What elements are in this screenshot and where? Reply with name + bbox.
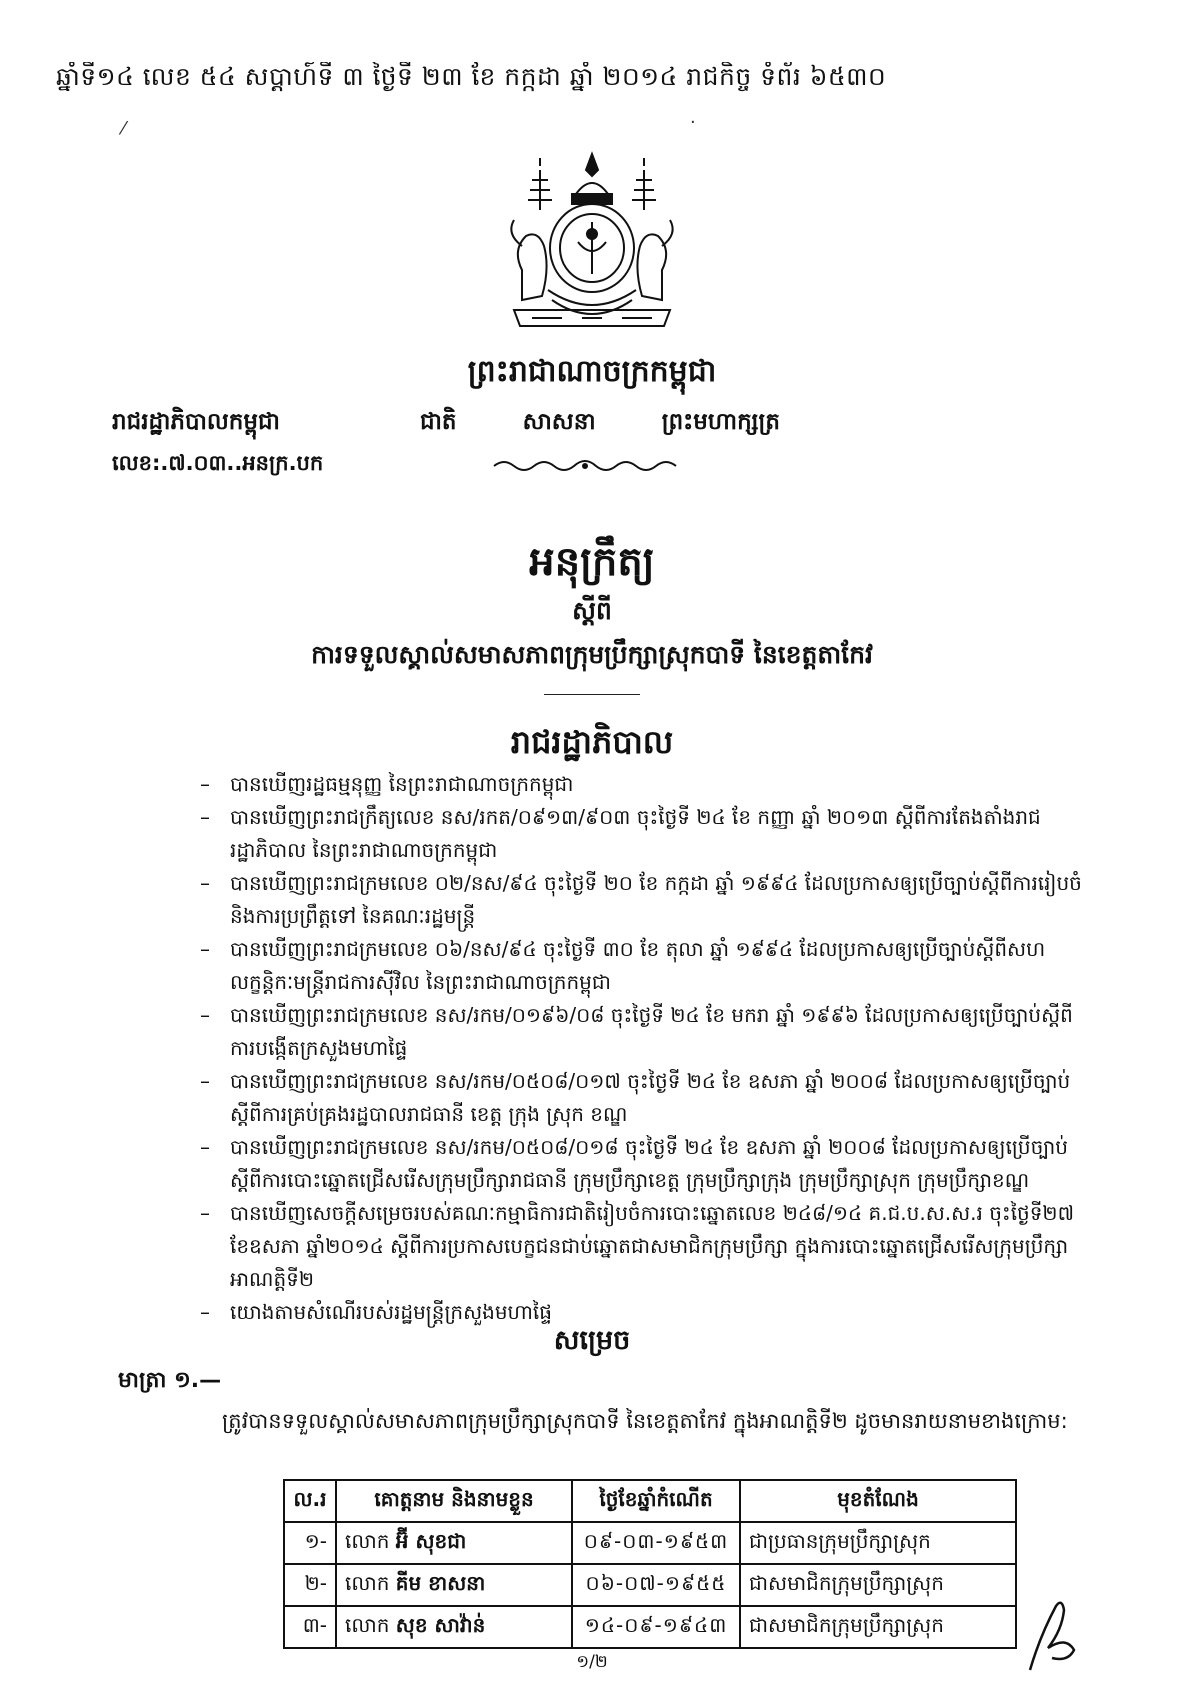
cell-dob: ០៩-០៣-១៩៥៣ (572, 1522, 740, 1564)
page-number: ១/២ (576, 1652, 608, 1672)
cell-name (336, 1564, 572, 1606)
motto-nation: ជាតិ (420, 409, 457, 435)
column-header-position: មុខតំណែង (740, 1480, 1016, 1522)
column-header-name: គោត្តនាម និងនាមខ្លួន (336, 1480, 572, 1522)
table-header-row (284, 1480, 1016, 1522)
consideration-item: – បានឃើញសេចក្តីសម្រេចរបស់គណៈកម្មាធិការជាតិរៀបចំការបោះឆ្នោតលេខ ២៤៨/១៤ គ.ជ.ប.ស.ស.រ ចុះថ្ងៃទី២៧ ខែឧសភា ឆ្នាំ២០១៤ ស្តីពីការប្រកាសបេក្ខជនជាប់ឆ្នោតជាសមាជិកក្រុមប្រឹក្សា ក្នុងការបោះឆ្នោតជ្រើសរើសក្រុមប្រឹក្សា អាណត្តិទី២ (200, 1197, 1090, 1296)
cell-position: ជាសមាជិកក្រុមប្រឹក្សាស្រុក (740, 1564, 1016, 1606)
government-name: រាជរដ្ឋាភិបាលកម្ពុជា (112, 409, 280, 435)
column-header-dob: ថ្ងៃខែឆ្នាំកំណើត (572, 1480, 740, 1522)
cell-number: ២- (284, 1564, 336, 1606)
title-divider (544, 694, 640, 695)
considerations-list (200, 768, 1090, 1329)
signature-icon (1022, 1596, 1082, 1674)
member-name: សុខ សាវ៉ាន់ (395, 1613, 486, 1637)
motto-king: ព្រះមហាក្សត្រ (661, 409, 780, 435)
table-row (284, 1564, 1016, 1606)
gazette-header: ឆ្នាំទី១៤ លេខ ៥៤ សប្តាហ៍ទី ៣ ថ្ងៃទី ២៣ ខែ កក្កដា ឆ្នាំ ២០១៤ រាជកិច្ច ទំព័រ ៦៥៣០ (56, 62, 887, 91)
cell-name (336, 1522, 572, 1564)
cell-dob: ០៦-០៧-១៩៥៥ (572, 1564, 740, 1606)
article-label: មាត្រា ១.— (118, 1368, 222, 1393)
table-row (284, 1606, 1016, 1648)
cell-dob: ១៤-០៩-១៩៤៣ (572, 1606, 740, 1648)
article-text: ត្រូវបានទទួលស្គាល់សមាសភាពក្រុមប្រឹក្សាស្រុកបាទី នៃខេត្តតាកែវ ក្នុងអាណត្តិទី២ ដូចមានរាយនាមខាងក្រោម: (222, 1409, 1068, 1433)
consideration-item: – បានឃើញព្រះរាជក្រមលេខ នស/រកម/០៥០៨/០១៨ ចុះថ្ងៃទី ២៤ ខែ ឧសភា ឆ្នាំ ២០០៨ ដែលប្រកាសឲ្យប្រើច្បាប់ស្តីពីការបោះឆ្នោតជ្រើសរើសក្រុមប្រឹក្សារាជធានី ក្រុមប្រឹក្សាខេត្ត ក្រុមប្រឹក្សាក្រុង ក្រុមប្រឹក្សាស្រុក ក្រុមប្រឹក្សាខណ្ឌ (200, 1131, 1090, 1197)
stray-mark-icon: ⁄ (122, 118, 126, 139)
cell-name (336, 1606, 572, 1648)
consideration-item: – បានឃើញព្រះរាជក្រមលេខ ០២/នស/៩៤ ចុះថ្ងៃទី ២០ ខែ កក្កដា ឆ្នាំ ១៩៩៤ ដែលប្រកាសឲ្យប្រើច្បាប់ស្តីពីការរៀបចំ និងការប្រព្រឹត្តទៅ នៃគណៈរដ្ឋមន្ត្រី (200, 867, 1090, 933)
member-name: គីម ខាសនា (395, 1571, 486, 1595)
decision-heading: សម្រេច (553, 1325, 631, 1356)
consideration-item: – បានឃើញរដ្ឋធម្មនុញ្ញ នៃព្រះរាជាណាចក្រកម្ពុជា (200, 768, 1090, 801)
consideration-item: – បានឃើញព្រះរាជក្រមលេខ នស/រកម/០៥០៨/០១៧ ចុះថ្ងៃទី ២៤ ខែ ឧសភា ឆ្នាំ ២០០៨ ដែលប្រកាសឲ្យប្រើច្បាប់ស្តីពីការគ្រប់គ្រងរដ្ឋបាលរាជធានី ខេត្ត ក្រុង ស្រុក ខណ្ឌ (200, 1065, 1090, 1131)
consideration-item: – បានឃើញព្រះរាជក្រមលេខ នស/រកម/០១៩៦/០៨ ចុះថ្ងៃទី ២៤ ខែ មករា ឆ្នាំ ១៩៩៦ ដែលប្រកាសឲ្យប្រើច្បាប់ស្តីពីការបង្កើតក្រសួងមហាផ្ទៃ (200, 999, 1090, 1065)
members-table (283, 1479, 1017, 1649)
honorific: លោក (345, 1529, 390, 1553)
consideration-item: – បានឃើញព្រះរាជក្រមលេខ ០៦/នស/៩៤ ចុះថ្ងៃទី ៣០ ខែ តុលា ឆ្នាំ ១៩៩៤ ដែលប្រកាសឲ្យប្រើច្បាប់ស្តីពីសហលក្ខន្តិកៈមន្ត្រីរាជការស៊ីវិល នៃព្រះរាជាណាចក្រកម្ពុជា (200, 933, 1090, 999)
member-name: អ៊ី សុខជា (395, 1529, 467, 1553)
decree-subject: ការទទួលស្គាល់សមាសភាពក្រុមប្រឹក្សាស្រុកបាទី នៃខេត្តតាកែវ (311, 640, 873, 669)
issuing-authority: រាជរដ្ឋាភិបាល (510, 723, 674, 761)
cell-number: ៣- (284, 1606, 336, 1648)
stray-dot-icon: · (690, 112, 696, 133)
consideration-item: – បានឃើញព្រះរាជក្រឹត្យលេខ នស/រកត/០៩១៣/៩០៣ ចុះថ្ងៃទី ២៤ ខែ កញ្ញា ឆ្នាំ ២០១៣ ស្តីពីការតែងតាំងរាជរដ្ឋាភិបាល នៃព្រះរាជាណាចក្រកម្ពុជា (200, 801, 1090, 867)
consideration-item: – យោងតាមសំណើរបស់រដ្ឋមន្ត្រីក្រសួងមហាផ្ទៃ (200, 1296, 1090, 1329)
document-type-title: អនុក្រឹត្យ (529, 539, 655, 585)
motto-religion: សាសនា (522, 409, 596, 435)
table-row (284, 1522, 1016, 1564)
title-about: ស្តីពី (572, 596, 612, 625)
honorific: លោក (345, 1571, 390, 1595)
cell-position: ជាប្រធានក្រុមប្រឹក្សាស្រុក (740, 1522, 1016, 1564)
national-motto (420, 408, 780, 441)
document-number: លេខ:.៧.០៣..អនក្រ.បក (112, 451, 324, 475)
cell-position: ជាសមាជិកក្រុមប្រឹក្សាស្រុក (740, 1606, 1016, 1648)
ornament-divider-icon (490, 456, 680, 476)
honorific: លោក (345, 1613, 390, 1637)
kingdom-name: ព្រះរាជាណាចក្រកម្ពុជា (467, 354, 717, 389)
cell-number: ១- (284, 1522, 336, 1564)
column-header-number: ល.រ (284, 1480, 336, 1522)
royal-coat-of-arms-icon (492, 150, 692, 345)
